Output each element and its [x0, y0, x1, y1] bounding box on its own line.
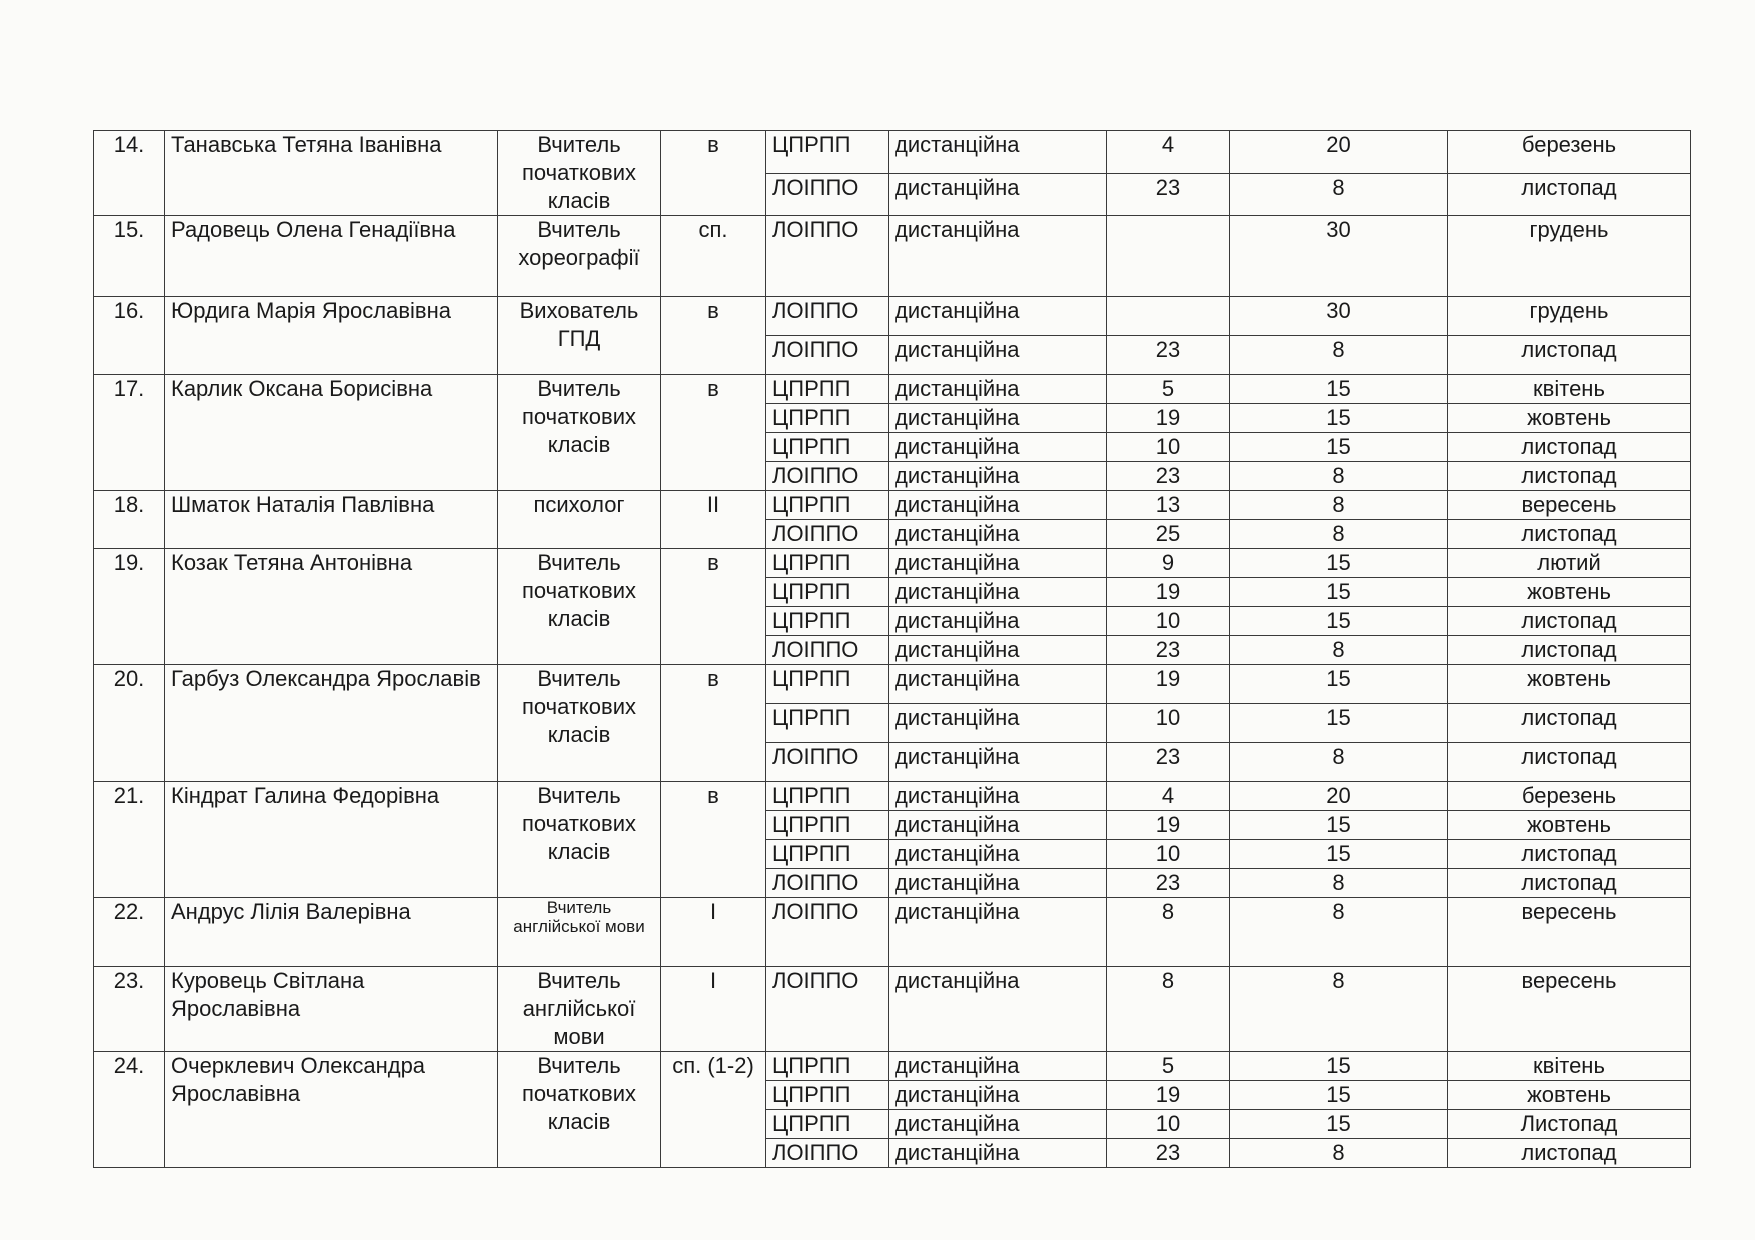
course-value-1: 19	[1107, 811, 1230, 840]
course-hours: 15	[1230, 811, 1448, 840]
course-value-1: 10	[1107, 1110, 1230, 1139]
teacher-name: Радовець Олена Генадіївна	[165, 216, 498, 297]
course-month: жовтень	[1448, 404, 1691, 433]
teacher-position: Вчитель початкових класів	[498, 1052, 661, 1168]
course-form: дистанційна	[889, 1110, 1107, 1139]
course-form: дистанційна	[889, 607, 1107, 636]
teacher-name: Козак Тетяна Антонівна	[165, 549, 498, 665]
course-form: дистанційна	[889, 297, 1107, 336]
row-number: 15.	[94, 216, 165, 297]
course-value-1: 10	[1107, 840, 1230, 869]
course-form: дистанційна	[889, 491, 1107, 520]
course-hours: 8	[1230, 520, 1448, 549]
course-month: Листопад	[1448, 1110, 1691, 1139]
course-month: квітень	[1448, 375, 1691, 404]
course-schedule-table	[93, 130, 1691, 1168]
course-hours: 15	[1230, 375, 1448, 404]
course-month: жовтень	[1448, 578, 1691, 607]
course-month: листопад	[1448, 173, 1691, 216]
course-form: дистанційна	[889, 782, 1107, 811]
table-row	[94, 1052, 1691, 1081]
teacher-category: І	[661, 898, 766, 967]
teacher-position: Вчитель початкових класів	[498, 665, 661, 782]
course-form: дистанційна	[889, 336, 1107, 375]
course-month: листопад	[1448, 433, 1691, 462]
course-form: дистанційна	[889, 967, 1107, 1052]
course-organizer: ЛОІППО	[766, 743, 889, 782]
course-value-1: 19	[1107, 578, 1230, 607]
course-hours: 15	[1230, 1081, 1448, 1110]
course-hours: 20	[1230, 782, 1448, 811]
course-form: дистанційна	[889, 898, 1107, 967]
course-form: дистанційна	[889, 1052, 1107, 1081]
course-month: листопад	[1448, 462, 1691, 491]
course-hours: 15	[1230, 433, 1448, 462]
course-organizer: ЛОІППО	[766, 216, 889, 297]
course-value-1: 23	[1107, 1139, 1230, 1168]
teacher-category: в	[661, 131, 766, 216]
teacher-category: в	[661, 782, 766, 898]
teacher-category: в	[661, 549, 766, 665]
course-form: дистанційна	[889, 743, 1107, 782]
table-row	[94, 131, 1691, 174]
course-month: листопад	[1448, 336, 1691, 375]
teacher-category: І	[661, 967, 766, 1052]
course-month: березень	[1448, 782, 1691, 811]
course-hours: 15	[1230, 840, 1448, 869]
teacher-name: Андрус Лілія Валерівна	[165, 898, 498, 967]
course-hours: 8	[1230, 336, 1448, 375]
course-month: листопад	[1448, 704, 1691, 743]
course-form: дистанційна	[889, 131, 1107, 174]
table-row	[94, 375, 1691, 404]
course-organizer: ЦПРПП	[766, 404, 889, 433]
course-form: дистанційна	[889, 665, 1107, 704]
course-hours: 30	[1230, 297, 1448, 336]
course-organizer: ЛОІППО	[766, 520, 889, 549]
course-organizer: ЛОІППО	[766, 297, 889, 336]
course-form: дистанційна	[889, 869, 1107, 898]
course-form: дистанційна	[889, 704, 1107, 743]
course-value-1: 4	[1107, 782, 1230, 811]
course-organizer: ЦПРПП	[766, 491, 889, 520]
course-form: дистанційна	[889, 840, 1107, 869]
course-hours: 30	[1230, 216, 1448, 297]
teacher-position: Вчитель хореографії	[498, 216, 661, 297]
table-row	[94, 549, 1691, 578]
course-value-1: 19	[1107, 404, 1230, 433]
course-hours: 8	[1230, 173, 1448, 216]
teacher-category: ІІ	[661, 491, 766, 549]
teacher-name: Куровець Світлана Ярославівна	[165, 967, 498, 1052]
course-form: дистанційна	[889, 636, 1107, 665]
course-value-1: 23	[1107, 636, 1230, 665]
course-value-1: 23	[1107, 743, 1230, 782]
course-organizer: ЦПРПП	[766, 131, 889, 174]
teacher-position: Вчитель початкових класів	[498, 131, 661, 216]
course-organizer: ЦПРПП	[766, 665, 889, 704]
course-organizer: ЛОІППО	[766, 462, 889, 491]
table-row	[94, 297, 1691, 336]
teacher-category: сп.	[661, 216, 766, 297]
teacher-position: Вчитель початкових класів	[498, 375, 661, 491]
teacher-name: Гарбуз Олександра Ярославів	[165, 665, 498, 782]
row-number: 22.	[94, 898, 165, 967]
course-value-1: 23	[1107, 869, 1230, 898]
course-hours: 20	[1230, 131, 1448, 174]
course-form: дистанційна	[889, 173, 1107, 216]
course-hours: 15	[1230, 665, 1448, 704]
course-form: дистанційна	[889, 433, 1107, 462]
course-form: дистанційна	[889, 549, 1107, 578]
row-number: 17.	[94, 375, 165, 491]
teacher-category: в	[661, 375, 766, 491]
course-month: листопад	[1448, 607, 1691, 636]
table-row	[94, 216, 1691, 297]
course-month: листопад	[1448, 636, 1691, 665]
table-row	[94, 782, 1691, 811]
course-hours: 8	[1230, 1139, 1448, 1168]
course-value-1: 23	[1107, 173, 1230, 216]
course-form: дистанційна	[889, 216, 1107, 297]
course-organizer: ЛОІППО	[766, 898, 889, 967]
course-organizer: ЦПРПП	[766, 375, 889, 404]
course-month: грудень	[1448, 216, 1691, 297]
course-month: листопад	[1448, 840, 1691, 869]
course-value-1: 9	[1107, 549, 1230, 578]
course-month: листопад	[1448, 869, 1691, 898]
course-organizer: ЦПРПП	[766, 1081, 889, 1110]
teacher-position: Вчитель початкових класів	[498, 782, 661, 898]
teacher-position: психолог	[498, 491, 661, 549]
course-organizer: ЛОІППО	[766, 636, 889, 665]
course-hours: 15	[1230, 1052, 1448, 1081]
course-month: вересень	[1448, 491, 1691, 520]
course-hours: 8	[1230, 636, 1448, 665]
course-value-1: 5	[1107, 1052, 1230, 1081]
teacher-category: в	[661, 665, 766, 782]
course-month: квітень	[1448, 1052, 1691, 1081]
course-month: березень	[1448, 131, 1691, 174]
course-value-1: 10	[1107, 433, 1230, 462]
course-value-1: 4	[1107, 131, 1230, 174]
teacher-position: Вчитель англійської мови	[498, 898, 661, 967]
table-row	[94, 967, 1691, 1052]
course-month: жовтень	[1448, 665, 1691, 704]
course-month: жовтень	[1448, 811, 1691, 840]
teacher-name: Кіндрат Галина Федорівна	[165, 782, 498, 898]
teacher-position: Вчитель англійської мови	[498, 967, 661, 1052]
course-form: дистанційна	[889, 520, 1107, 549]
course-organizer: ЛОІППО	[766, 173, 889, 216]
course-organizer: ЦПРПП	[766, 782, 889, 811]
course-organizer: ЦПРПП	[766, 1110, 889, 1139]
course-hours: 8	[1230, 898, 1448, 967]
table-row	[94, 898, 1691, 967]
teacher-position: Вихователь ГПД	[498, 297, 661, 375]
course-hours: 8	[1230, 967, 1448, 1052]
course-organizer: ЦПРПП	[766, 549, 889, 578]
course-form: дистанційна	[889, 811, 1107, 840]
teacher-name: Карлик Оксана Борисівна	[165, 375, 498, 491]
course-value-1	[1107, 297, 1230, 336]
course-month: жовтень	[1448, 1081, 1691, 1110]
course-form: дистанційна	[889, 1081, 1107, 1110]
course-form: дистанційна	[889, 462, 1107, 491]
course-hours: 8	[1230, 462, 1448, 491]
course-month: вересень	[1448, 898, 1691, 967]
course-hours: 15	[1230, 704, 1448, 743]
course-value-1: 19	[1107, 665, 1230, 704]
row-number: 19.	[94, 549, 165, 665]
course-value-1: 8	[1107, 898, 1230, 967]
course-value-1: 23	[1107, 462, 1230, 491]
course-hours: 15	[1230, 1110, 1448, 1139]
course-month: грудень	[1448, 297, 1691, 336]
course-value-1: 19	[1107, 1081, 1230, 1110]
course-hours: 15	[1230, 578, 1448, 607]
course-hours: 8	[1230, 869, 1448, 898]
row-number: 18.	[94, 491, 165, 549]
course-hours: 15	[1230, 607, 1448, 636]
course-hours: 8	[1230, 743, 1448, 782]
row-number: 21.	[94, 782, 165, 898]
course-organizer: ЦПРПП	[766, 578, 889, 607]
course-organizer: ЦПРПП	[766, 704, 889, 743]
course-organizer: ЦПРПП	[766, 840, 889, 869]
course-organizer: ЛОІППО	[766, 967, 889, 1052]
course-month: вересень	[1448, 967, 1691, 1052]
table-body	[94, 131, 1691, 1168]
course-value-1: 10	[1107, 704, 1230, 743]
course-value-1: 23	[1107, 336, 1230, 375]
course-organizer: ЛОІППО	[766, 336, 889, 375]
row-number: 14.	[94, 131, 165, 216]
course-hours: 15	[1230, 404, 1448, 433]
course-organizer: ЦПРПП	[766, 811, 889, 840]
course-organizer: ЛОІППО	[766, 869, 889, 898]
teacher-category: сп. (1-2)	[661, 1052, 766, 1168]
teacher-category: в	[661, 297, 766, 375]
teacher-name: Танавська Тетяна Іванівна	[165, 131, 498, 216]
course-organizer: ЦПРПП	[766, 433, 889, 462]
course-month: лютий	[1448, 549, 1691, 578]
course-form: дистанційна	[889, 404, 1107, 433]
course-form: дистанційна	[889, 375, 1107, 404]
row-number: 23.	[94, 967, 165, 1052]
course-form: дистанційна	[889, 578, 1107, 607]
course-value-1: 25	[1107, 520, 1230, 549]
course-month: листопад	[1448, 743, 1691, 782]
teacher-name: Очерклевич Олександра Ярославівна	[165, 1052, 498, 1168]
course-organizer: ЛОІППО	[766, 1139, 889, 1168]
teacher-name: Юрдига Марія Ярославівна	[165, 297, 498, 375]
course-value-1: 5	[1107, 375, 1230, 404]
course-hours: 15	[1230, 549, 1448, 578]
row-number: 20.	[94, 665, 165, 782]
course-organizer: ЦПРПП	[766, 607, 889, 636]
teacher-position: Вчитель початкових класів	[498, 549, 661, 665]
teacher-name: Шматок Наталія Павлівна	[165, 491, 498, 549]
course-value-1	[1107, 216, 1230, 297]
course-organizer: ЦПРПП	[766, 1052, 889, 1081]
row-number: 24.	[94, 1052, 165, 1168]
table-row	[94, 491, 1691, 520]
row-number: 16.	[94, 297, 165, 375]
course-form: дистанційна	[889, 1139, 1107, 1168]
table-row	[94, 665, 1691, 704]
course-value-1: 13	[1107, 491, 1230, 520]
course-hours: 8	[1230, 491, 1448, 520]
course-value-1: 8	[1107, 967, 1230, 1052]
course-month: листопад	[1448, 1139, 1691, 1168]
course-month: листопад	[1448, 520, 1691, 549]
course-value-1: 10	[1107, 607, 1230, 636]
